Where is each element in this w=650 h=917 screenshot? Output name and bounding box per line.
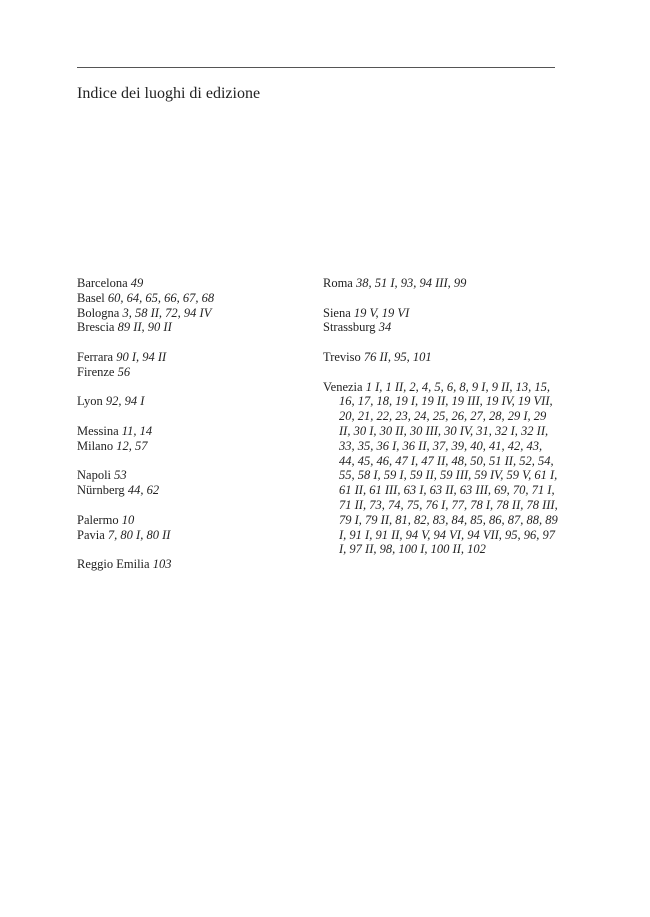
- index-entry-refs: 19 V, 19 VI: [353, 305, 410, 320]
- index-entry: [323, 380, 558, 558]
- index-entry-place: Palermo: [77, 512, 119, 527]
- index-entry: [77, 276, 292, 291]
- index-entry: [77, 439, 292, 454]
- index-entry: [77, 365, 292, 380]
- index-entry-place: Treviso: [323, 349, 361, 364]
- index-entry-refs: 53: [114, 468, 127, 483]
- index-entry-place: Strassburg: [323, 320, 376, 335]
- index-entry: [77, 483, 292, 498]
- index-entry-place: Lyon: [77, 394, 103, 409]
- index-entry-place: Ferrara: [77, 349, 114, 364]
- index-entry-place: Pavia: [77, 527, 105, 542]
- index-entry-place: Barcelona: [77, 276, 128, 290]
- index-entry-refs: 60, 64, 65, 66, 67, 68: [107, 290, 215, 305]
- index-entry: [323, 320, 558, 335]
- index-entry-refs: 38, 51 I, 93, 94 III, 99: [355, 276, 467, 290]
- index-entry-refs: 11, 14: [121, 423, 153, 438]
- page-title: Indice dei luoghi di edizione: [77, 85, 261, 102]
- index-entry-place: Nürnberg: [77, 483, 125, 498]
- index-entry-place: Milano: [77, 438, 114, 453]
- index-entry: [77, 394, 292, 409]
- index-entry-place: Reggio Emilia: [77, 557, 150, 572]
- index-entry-refs: 76 II, 95, 101: [363, 349, 432, 364]
- index-entry-refs: 3, 58 II, 72, 94 IV: [122, 305, 212, 320]
- index-entry: [323, 350, 558, 365]
- index-entry-refs: 44, 62: [127, 483, 160, 498]
- index-entry-refs: 89 II, 90 II: [117, 320, 172, 335]
- index-entry-refs: 10: [121, 512, 135, 527]
- index-entry-refs: 1 I, 1 II, 2, 4, 5, 6, 8, 9 I, 9 II, 13, 15, 16, 17, 18, 19 I, 19 II, 19 III, 19 IV, 19 VII, 20, 21, 22, 23, 24, 25, 26, 27, 28, 29 I, 29 II, 30 I, 30 II, 30 III, 30 IV, 31, 32 I, 32 II, 33, 35, 36 I, 36 II, 37, 39, 40, 41, 42, 43, 44, 45, 46, 47 I, 47 II, 48, 50, 51 II, 52, 54, 55, 58 I, 59 I, 59 II, 59 III, 59 IV, 59 V, 61 I, 61 II, 61 III, 63 I, 63 II, 63 III, 69, 70, 71 I, 71 II, 73, 74, 75, 76 I, 77, 78 I, 78 II, 78 III, 79 I, 79 II, 81, 82, 83, 84, 85, 86, 87, 88, 89 I, 91 I, 91 II, 94 V, 94 VI, 94 VII, 95, 96, 97 I, 97 II, 98, 100 I, 100 II, 102: [339, 379, 558, 557]
- index-entry: [77, 528, 292, 543]
- index-entry-place: Bologna: [77, 305, 120, 320]
- index-entry-place: Brescia: [77, 320, 115, 335]
- index-entry-refs: 92, 94 I: [105, 394, 145, 409]
- index-entry-refs: 49: [130, 276, 144, 290]
- index-entry-refs: 34: [378, 320, 392, 335]
- index-entry: [77, 557, 292, 572]
- index-entry: [77, 320, 292, 335]
- index-entry-refs: 56: [117, 364, 131, 379]
- index-entry-refs: 7, 80 I, 80 II: [107, 527, 171, 542]
- index-entry: [77, 468, 292, 483]
- index-entry-place: Messina: [77, 423, 119, 438]
- index-entry: [77, 291, 292, 306]
- index-entry-place: Basel: [77, 290, 105, 305]
- index-entry-refs: 90 I, 94 II: [116, 349, 167, 364]
- index-entry: [77, 350, 292, 365]
- index-entry: [77, 513, 292, 528]
- index-entry-place: Venezia: [323, 379, 363, 394]
- index-entry-place: Roma: [323, 276, 353, 290]
- index-column-right: [323, 276, 558, 557]
- index-column-left: [77, 276, 292, 572]
- index-entry-place: Firenze: [77, 364, 115, 379]
- index-entry-place: Siena: [323, 305, 351, 320]
- index-entry: [323, 306, 558, 321]
- index-entry-refs: 103: [152, 557, 172, 572]
- index-entry: [77, 424, 292, 439]
- index-entry-refs: 12, 57: [116, 438, 148, 453]
- index-entry: [323, 276, 558, 291]
- index-entry: [77, 306, 292, 321]
- header-rule: [77, 67, 555, 68]
- index-entry-place: Napoli: [77, 468, 112, 483]
